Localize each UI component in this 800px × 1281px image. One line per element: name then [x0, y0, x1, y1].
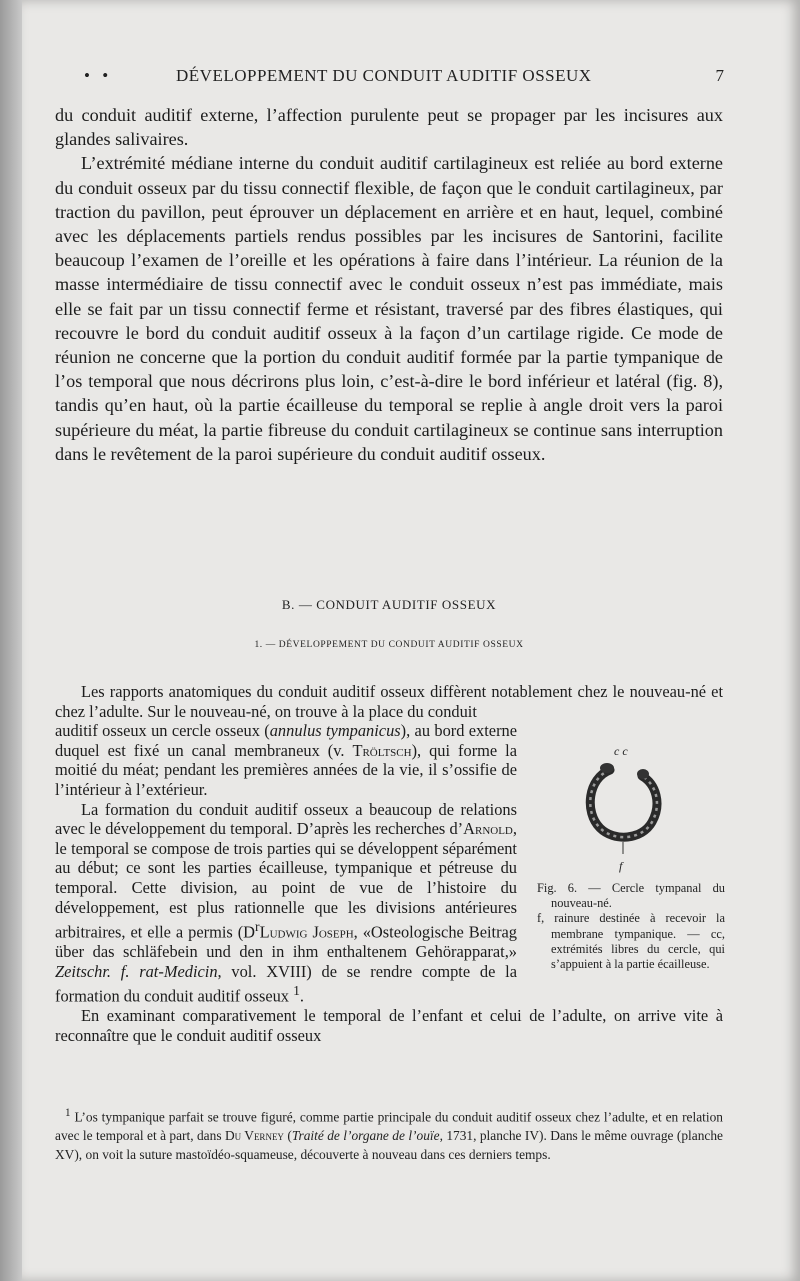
footnote-text: $^1$ L’os tympanique parfait se trouve figuré, comme partie principale du conduit auditif osseux chez l’adulte, et en relation avec le temporal et à part, dans Du Verney (Traité de l’organe de l’ouïe, 1731, planche IV). Dans le même ouvrage (planche XV), on voit la suture mastoïdéo-squameuse, découverte à nouveau dans ces derniers temps. [55, 1107, 723, 1163]
section-title: B. — CONDUIT AUDITIF OSSEUX [281, 597, 497, 612]
paragraph-temporal-formation: La formation du conduit auditif osseux a beaucoup de relations avec le développement du temporal. D’après les recherches d’Arnold, le temporal se compose de trois parties qui se développent séparément au début; ce sont les parties écailleuse, tympanique et pétreuse du temporal. Cette division, au point de vue de l’histoire du développement, est plus rationnelle que les divisions antérieures arbitraires, et elle a permis ($D^rLudwig$ Joseph, «Osteologische Beitrag über das schläfebein und den in ihm enthaltenem Gehörapparat,» Zeitschr. f. rat-Medicin, vol. XVIII) de se rendre compte de la formation du conduit auditif osseux $^1$. [55, 799, 518, 1006]
header-dots: • • [84, 66, 113, 85]
tympanic-ring-illustration [580, 742, 670, 877]
paragraph-newborn-cont: auditif osseux un cercle osseux (annulus tympanicus), au bord externe duquel est fixé un canal membraneux (v. Tröltsch), qui forme la moitié du méat; pendant les premières années de la vie, il s’ossifie de l’intérieur à l’extérieur. [55, 721, 517, 799]
body-text-top [55, 103, 723, 466]
caption-body: f, rainure destinée à recevoir la membrane tympanique. — cc, extrémités libres du cercle, qui s’appuient à la partie écailleuse. [537, 911, 725, 972]
author-joseph: Ludwig Joseph [259, 922, 354, 942]
caption-title: Fig. 6. — Cercle tympanal du nouveau-né. [537, 881, 725, 911]
latin-term: annulus tympanicus [269, 721, 401, 741]
journal-title: Zeitschr. f. rat-Medicin [55, 961, 218, 981]
subsection-title: 1. — DÉVELOPPEMENT DU CONDUIT AUDITIF OSSEUX [254, 640, 524, 650]
figure-tympanic-ring [580, 742, 670, 877]
figure-caption [537, 881, 725, 972]
ring-end-left [600, 763, 614, 773]
page-edge-shadow [0, 0, 22, 1281]
work-title: Traité de l’organe de l’ouïe [291, 1128, 440, 1144]
paragraph-comparison: En examinant comparativement le temporal de l’enfant et celui de l’adulte, on arrive vite à reconnaître que le conduit auditif osseux [55, 1006, 723, 1046]
author-arnold: Arnold [463, 819, 513, 839]
paragraph-newborn-intro: Les rapports anatomiques du conduit auditif osseux diffèrent notablement chez le nouveau-né et chez l’adulte. Sur le nouveau-né, on trouve à la place du conduit [55, 682, 723, 721]
paragraph-cartilage-junction: L’extrémité médiane interne du conduit auditif cartilagineux est reliée au bord externe du conduit osseux par du tissu connectif flexible, de façon que le conduit cartilagineux, par traction du pavillon, peut éprouver un déplacement en arrière et en haut, lequel, combiné avec les déplacements partiels rendus possibles par les incisures de Santorini, facilite beaucoup l’examen de l’oreille et les opérations à faire dans l’intérieur. La réunion de la masse intermédiaire de tissu connectif avec le conduit osseux n’est pas immédiate, mais elle se fait par un tissu connectif ferme et résistant, traversé par des fibres élastiques, qui recouvre le bord du conduit auditif osseux à la façon d’un cartilage rigide. Ce mode de réunion ne concerne que la portion du conduit auditif formée par la partie tympanique de l’os temporal que nous décrirons plus loin, c’est-à-dire le bord inférieur et latéral (fig. 8), tandis qu’en haut, où la partie écailleuse du temporal se replie à angle droit vers la paroi supérieure du méat, la partie fibreuse du conduit cartilagineux se continue sans interruption dans le revêtement de la paroi supérieure du conduit auditif osseux. [55, 153, 723, 464]
label-cc: c c [614, 744, 628, 758]
page-number: 7 [715, 66, 724, 85]
footnote-ref: 1 [293, 983, 300, 999]
ring-end-right [637, 769, 649, 779]
header-title: DÉVELOPPEMENT DU CONDUIT AUDITIF OSSEUX [176, 66, 592, 85]
footnote-number: 1 [65, 1107, 71, 1119]
author-troltsch: Tröltsch [352, 740, 412, 760]
label-f: f [619, 859, 623, 873]
footnote [55, 1104, 723, 1164]
paragraph-continuation: du conduit auditif externe, l’affection purulente peut se propager par les incisures aux glandes salivaires. [55, 105, 723, 150]
author-du-verney: Du Verney [224, 1128, 284, 1144]
